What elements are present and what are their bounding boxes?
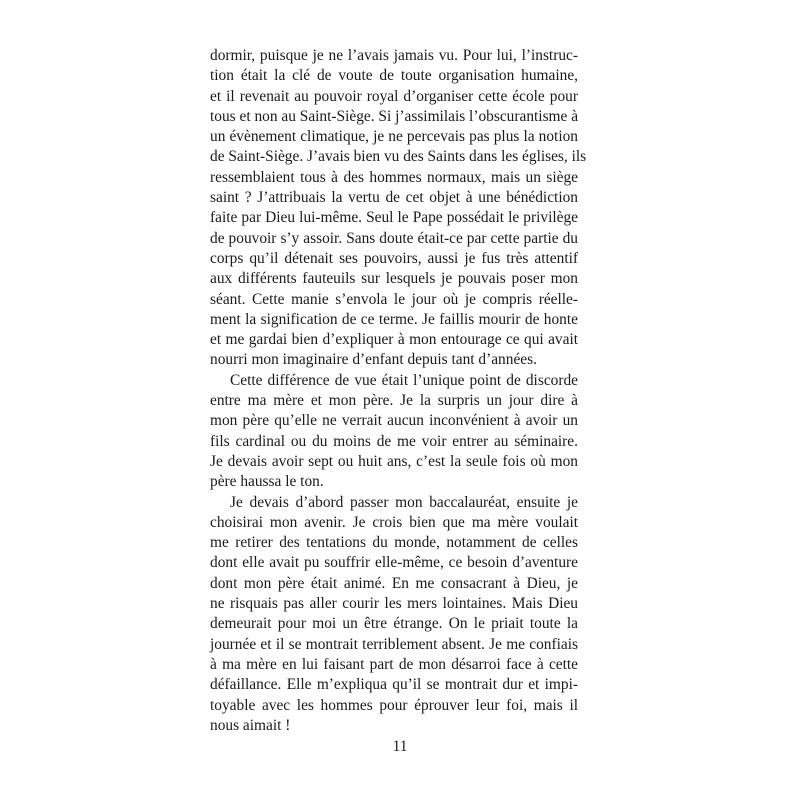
text-line: et il revenait au pouvoir royal d’organiser cette école pour [210,87,578,105]
text-line: père haussa le ton. [210,473,324,491]
text-line: de Saint-Siège. J’avais bien vu des Saints dans les églises, ils [210,148,587,166]
text-line: dormir, puisque je ne l’avais jamais vu. Pour lui, l’instruc- [210,47,578,64]
text-line: entre ma mère et mon père. Je la surpris un jour dire à [210,392,578,410]
text-line: mon père qu’elle ne verrait aucun inconvénient à avoir un [210,412,578,430]
text-line: ne risquais pas aller courir les mers lointaines. Mais Dieu [210,595,578,613]
text-line: un évènement climatique, je ne percevais pas plus la notion [210,128,578,146]
text-line: fils cardinal ou du moins de me voir entrer au séminaire. [210,432,578,450]
text-line: de pouvoir s’y assoir. Sans doute était-ce par cette partie du [210,229,578,247]
body-text [210,46,587,736]
text-line: choisirai mon avenir. Je crois bien que ma mère voulait [210,513,578,531]
text-line: dont mon père était animé. En me consacrant à Dieu, je [210,574,578,592]
text-line: saint ? J’attribuais la vertu de cet objet à une bénédiction [210,189,578,207]
text-line: Cette différence de vue était l’unique point de discorde [230,371,578,389]
text-line: demeurait pour moi un être étrange. On le priait toute la [210,615,578,633]
text-line: Je devais d’abord passer mon baccalauréat, ensuite je [230,493,578,511]
text-line: défaillance. Elle m’expliqua qu’il se montrait dur et impi- [210,676,578,694]
text-line: toyable avec les hommes pour éprouver leur foi, mais il [210,696,578,714]
text-line: corps qu’il détenait ses pouvoirs, aussi je fus très attentif [210,249,578,267]
text-line: ressemblaient tous à des hommes normaux, mais un siège [210,168,578,186]
text-line: faite par Dieu lui-même. Seul le Pape possédait le privilège [210,209,578,227]
text-line: dont elle avait pu souffrir elle-même, ce besoin d’aventure [210,554,578,572]
page-number: 11 [392,738,408,755]
text-line: nous aimait ! [210,716,291,734]
text-line: journée et il se montrait terriblement absent. Je me confiais [210,635,578,653]
text-line: et me gardai bien d’expliquer à mon entourage ce qui avait [210,331,578,349]
text-line: me retirer des tentations du monde, notamment de celles [210,534,578,552]
paragraph-1 [210,46,587,371]
text-line: tion était la clé de voute de toute organisation humaine, [210,67,578,85]
text-line: ment la signification de ce terme. Je faillis mourir de honte [210,310,578,328]
paragraph-3 [210,493,578,737]
text-line: Je devais avoir sept ou huit ans, c’est la seule fois où mon [210,452,578,470]
text-line: nourri mon imaginaire d’enfant depuis tant d’années. [210,351,537,369]
text-line: aux différents fauteuils sur lesquels je pouvais poser mon [210,270,578,288]
text-line: tous et non au Saint-Siège. Si j’assimilais l’obscurantisme à [210,107,579,125]
paragraph-2 [210,371,578,493]
text-line: à ma mère en lui faisant part de mon désarroi face à cette [210,655,578,673]
text-line: séant. Cette manie s’envola le jour où je compris réelle- [210,290,578,308]
